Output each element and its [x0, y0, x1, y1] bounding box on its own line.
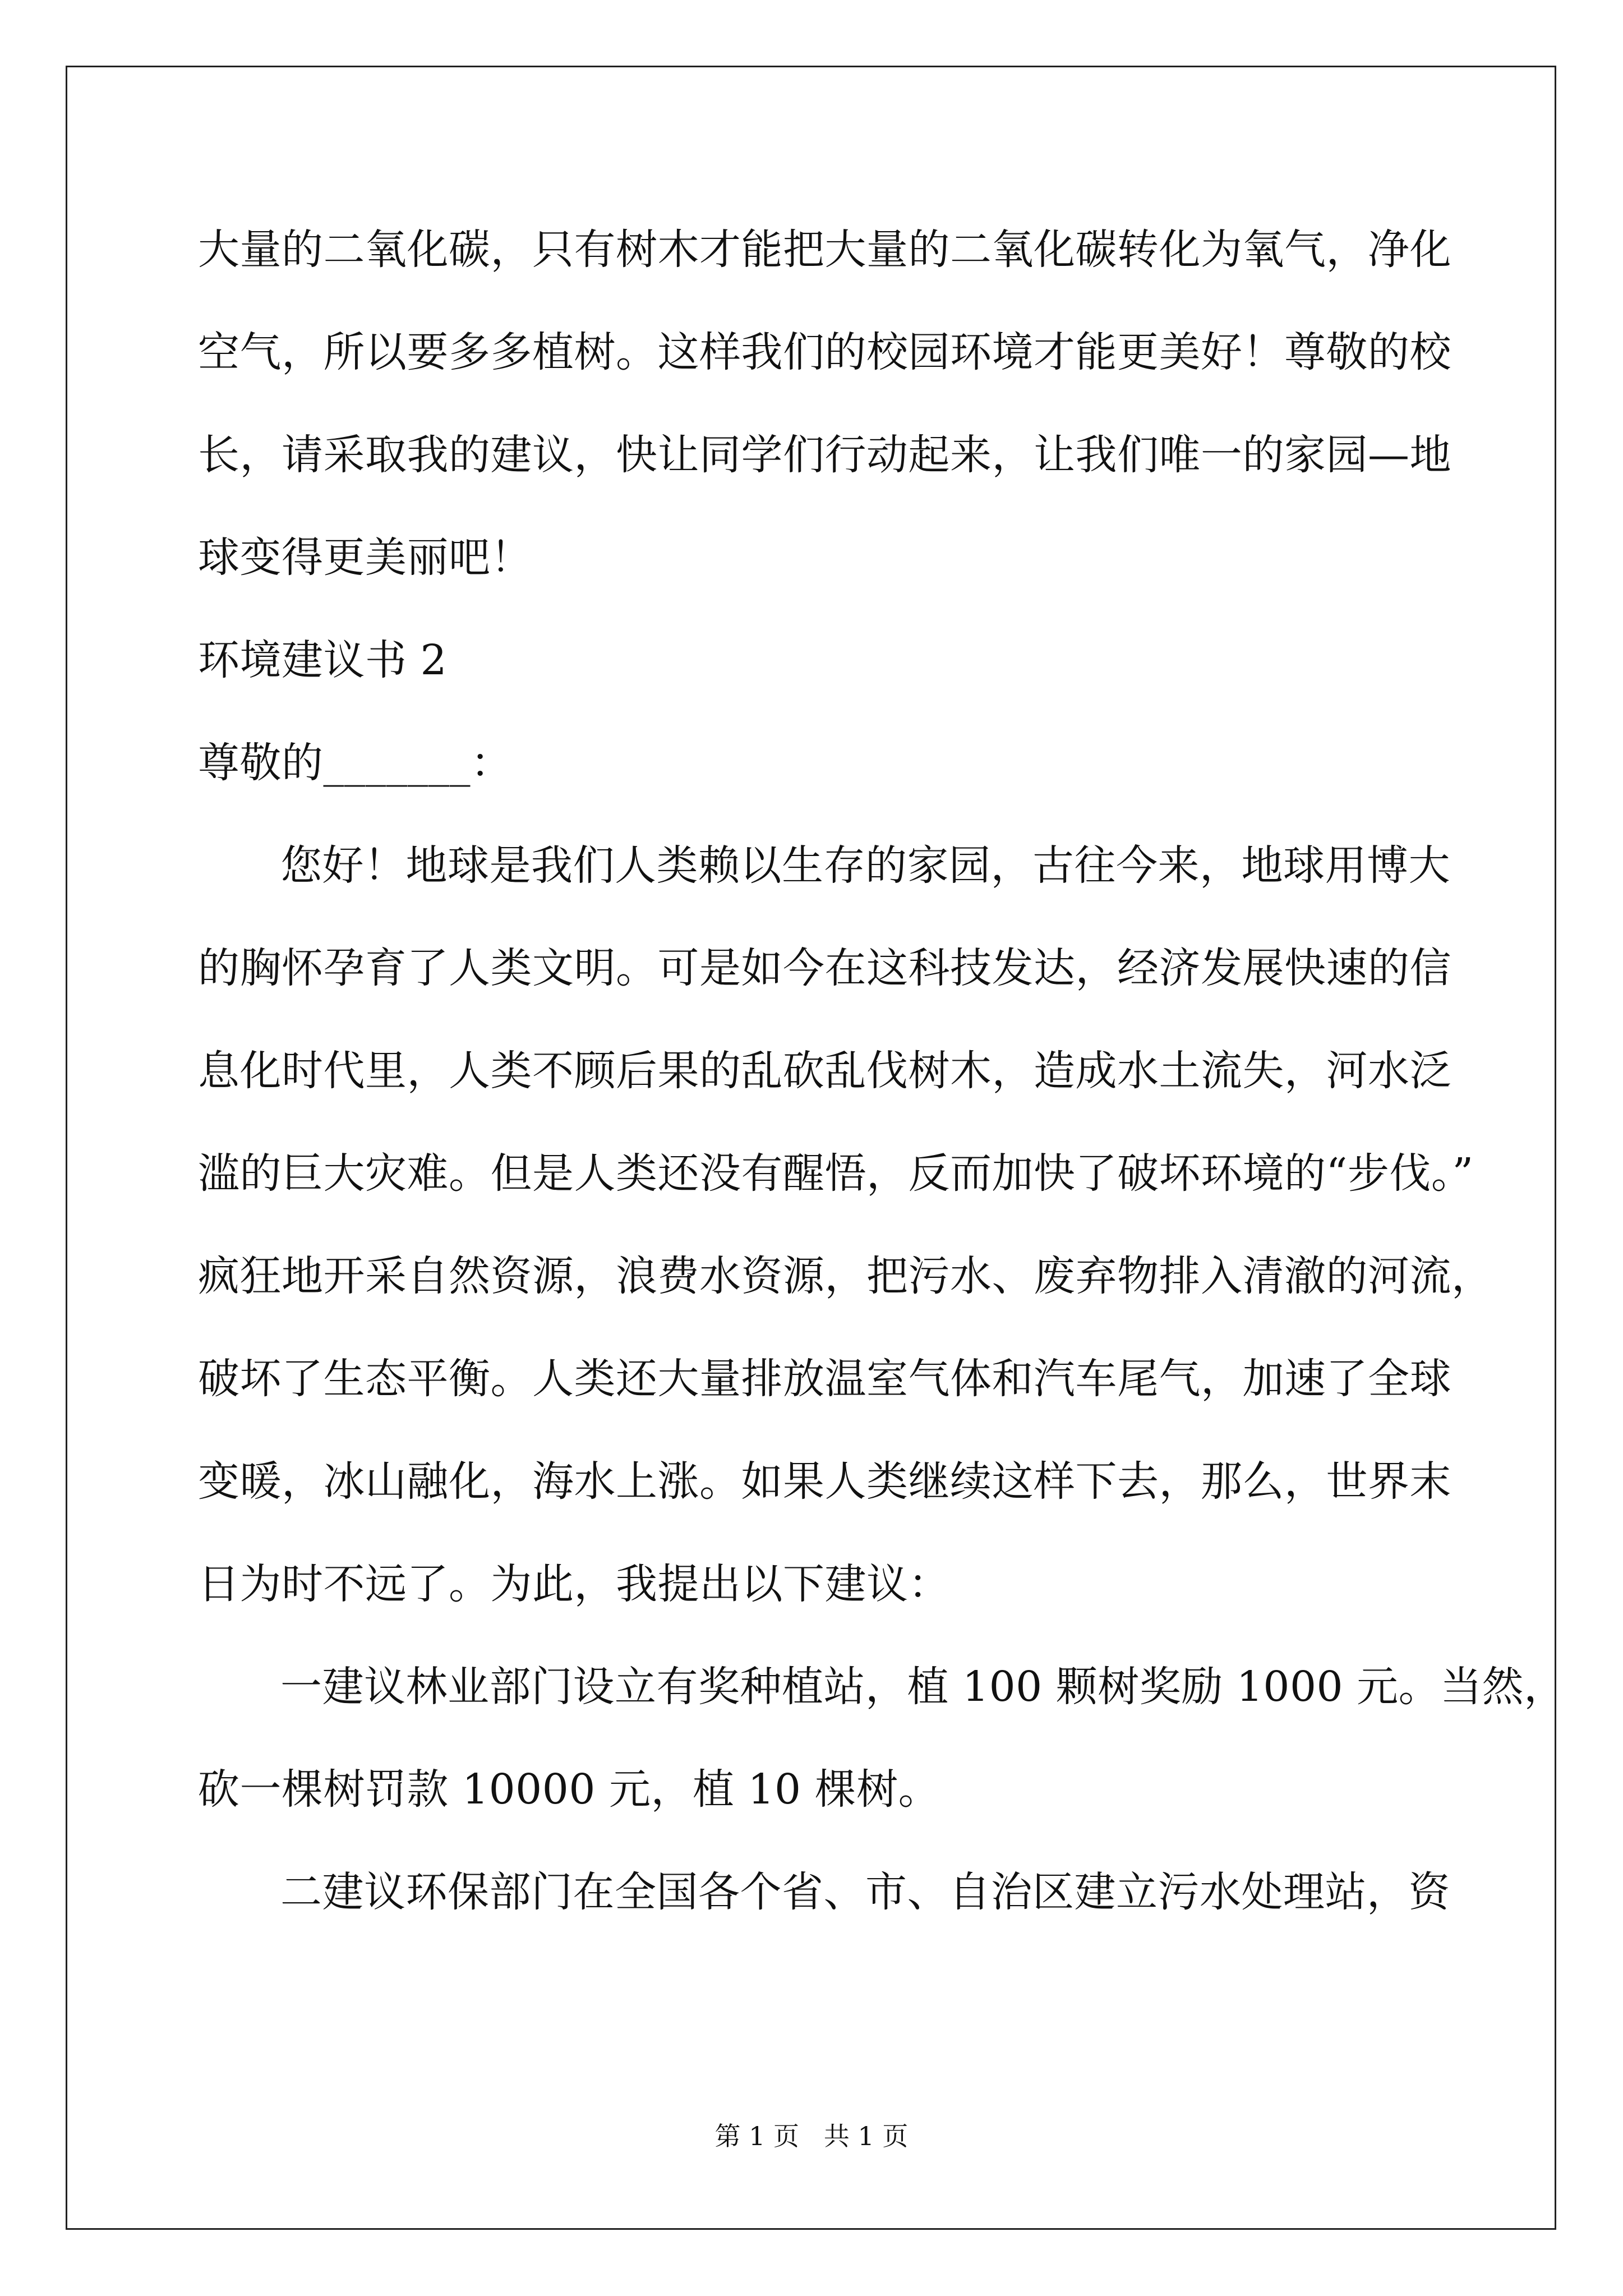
text-line: 破坏了生态平衡。人类还大量排放温室气体和汽车尾气，加速了全球 [198, 1355, 1451, 1403]
text-line: 空气，所以要多多植树。这样我们的校园环境才能更美好！尊敬的校 [198, 328, 1451, 376]
page-footer: 第 1 页 共 1 页 [714, 2121, 909, 2151]
text-line: 二建议环保部门在全国各个省、市、自治区建立污水处理站，资 [280, 1868, 1450, 1916]
text-line: 的胸怀孕育了人类文明。可是如今在这科技发达，经济发展快速的信 [198, 944, 1451, 992]
text-line: 球变得更美丽吧！ [198, 533, 532, 582]
text-line: 一建议林业部门设立有奖种植站，植 100 颗树奖励 1000 元。当然， [280, 1663, 1566, 1711]
text-line: 砍一棵树罚款 10000 元，植 10 棵树。 [198, 1765, 940, 1814]
text-line: 大量的二氧化碳，只有树木才能把大量的二氧化碳转化为氧气，净化 [198, 226, 1451, 274]
text-line: 滥的巨大灾难。但是人类还没有醒悟，反而加快了破坏环境的“步伐。” [198, 1149, 1474, 1198]
salutation: 尊敬的_______： [198, 739, 513, 787]
text-line: 变暖，冰山融化，海水上涨。如果人类继续这样下去，那么，世界末 [198, 1457, 1451, 1506]
text-line: 日为时不远了。为此，我提出以下建议： [198, 1560, 950, 1608]
text-line: 长，请采取我的建议，快让同学们行动起来，让我们唯一的家园—地 [198, 431, 1451, 479]
text-line: 息化时代里，人类不顾后果的乱砍乱伐树木，造成水土流失，河水泛 [198, 1047, 1451, 1095]
section-heading: 环境建议书 2 [198, 636, 448, 684]
text-line: 疯狂地开采自然资源，浪费水资源，把污水、废弃物排入清澈的河流， [198, 1252, 1493, 1300]
text-line: 您好！地球是我们人类赖以生存的家园，古往今来，地球用博大 [280, 841, 1450, 890]
